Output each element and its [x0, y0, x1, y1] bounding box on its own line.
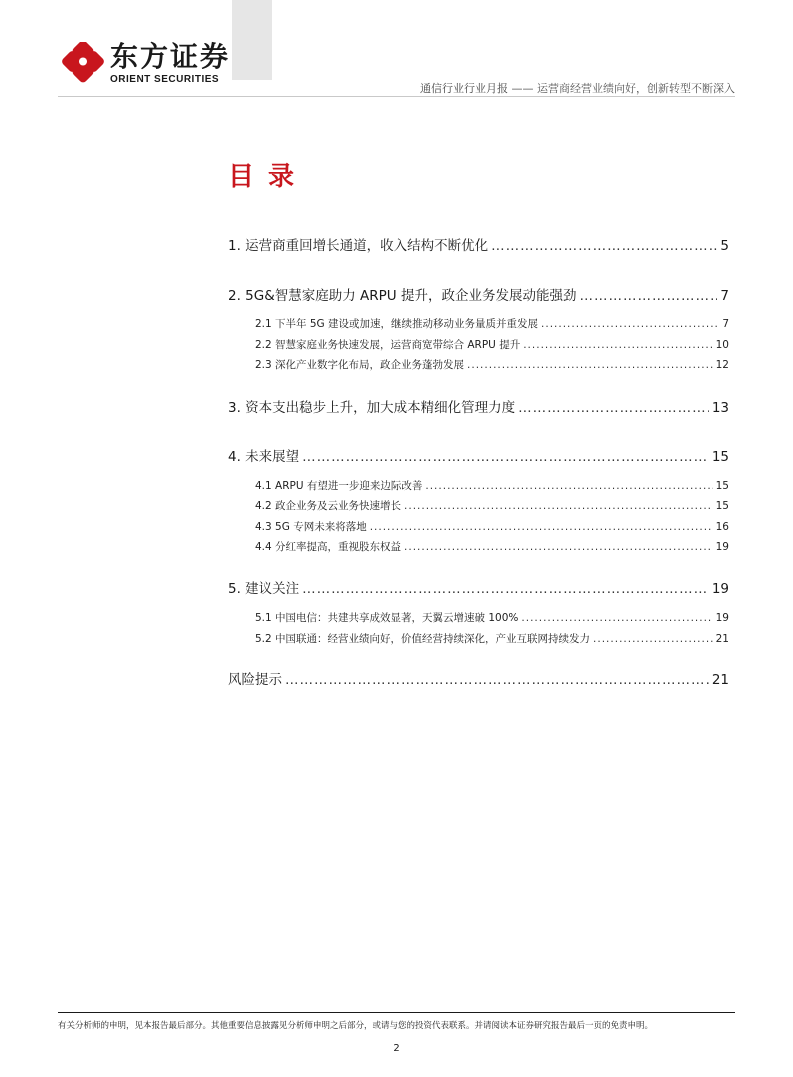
toc-leader-dots [425, 480, 712, 492]
toc-entry-4-3[interactable] [255, 519, 729, 534]
toc-entry-page: 15 [715, 500, 729, 512]
toc-leader-dots [523, 339, 712, 351]
toc-entry-label: 5. 建议关注 [228, 581, 300, 597]
toc-entry-4-1[interactable] [255, 478, 729, 493]
toc-leader-dots [404, 500, 713, 512]
footer-rule [58, 1012, 735, 1013]
toc-entry-page: 7 [722, 318, 729, 330]
toc-entry-1[interactable] [228, 234, 729, 254]
toc-leader-dots [593, 633, 713, 645]
toc-entry-label: 2.3 深化产业数字化布局，政企业务蓬勃发展 [255, 359, 465, 371]
footer-disclaimer: 有关分析师的申明，见本报告最后部分。其他重要信息披露见分析师申明之后部分，或请与您的投资代表联系。并请阅读本证券研究报告最后一页的免责申明。 [58, 1021, 654, 1031]
toc-entry-page: 12 [715, 359, 729, 371]
toc-leader-dots [518, 400, 709, 416]
toc-leader-dots [302, 581, 709, 597]
toc-entry-page: 16 [715, 521, 729, 533]
toc-entry-page: 15 [711, 449, 729, 465]
toc-leader-dots [467, 359, 713, 371]
toc-entry-page: 21 [711, 672, 729, 688]
orient-securities-logo [62, 40, 231, 90]
toc-leader-dots [541, 318, 719, 330]
toc-leader-dots [302, 449, 709, 465]
toc-entry-page: 10 [715, 339, 729, 351]
header-separator: —— [511, 82, 534, 95]
header-rule [58, 96, 735, 97]
toc-entry-2-2[interactable] [255, 337, 729, 352]
toc-entry-5[interactable] [228, 577, 729, 597]
toc-entry-page: 7 [720, 288, 729, 304]
toc-entry-label: 4.3 5G 专网未来将落地 [255, 521, 367, 533]
toc-entry-4-4[interactable] [255, 539, 729, 554]
toc-entry-label: 3. 资本支出稳步上升，加大成本精细化管理力度 [228, 400, 516, 416]
diamond-logo-icon [62, 42, 104, 84]
toc-entry-label: 4. 未来展望 [228, 449, 300, 465]
toc-entry-label: 4.1 ARPU 有望进一步迎来边际改善 [255, 480, 423, 492]
toc-entry-label: 1. 运营商重回增长通道，收入结构不断优化 [228, 238, 489, 254]
toc-entry-label: 4.2 政企业务及云业务快速增长 [255, 500, 402, 512]
toc-leader-dots [491, 238, 717, 254]
toc-entry-4-2[interactable] [255, 498, 729, 513]
toc-entry-page: 19 [715, 541, 729, 553]
toc-entry-2-1[interactable] [255, 316, 729, 331]
toc-entry-4[interactable] [228, 445, 729, 465]
toc-entry-label: 2.2 智慧家庭业务快速发展，运营商宽带综合 ARPU 提升 [255, 339, 521, 351]
toc-entry-2[interactable] [228, 284, 729, 304]
header-grey-tab [232, 0, 272, 80]
toc-entry-2-3[interactable] [255, 357, 729, 372]
toc-entry-label: 5.2 中国联通：经营业绩向好，价值经营持续深化，产业互联网持续发力 [255, 633, 591, 645]
toc-entry-label: 2. 5G&智慧家庭助力 ARPU 提升，政企业务发展动能强劲 [228, 288, 577, 304]
report-type: 通信行业行业月报 [420, 82, 508, 95]
toc-title: 目录 [228, 162, 309, 192]
running-header [420, 80, 735, 96]
toc-entry-3[interactable] [228, 396, 729, 416]
toc-entry-5-1[interactable] [255, 610, 729, 625]
toc-entry-page: 5 [720, 238, 729, 254]
toc-entry-5-2[interactable] [255, 631, 729, 646]
toc-leader-dots [285, 672, 709, 688]
toc-entry-label: 风险提示 [228, 672, 282, 688]
toc-entry-label: 5.1 中国电信：共建共享成效显著，天翼云增速破 100% [255, 612, 519, 624]
toc-entry-label: 4.4 分红率提高，重视股东权益 [255, 541, 402, 553]
logo-name-cn: 东方证券 [110, 40, 231, 73]
toc-leader-dots [370, 521, 713, 533]
toc-entry-page: 13 [711, 400, 729, 416]
toc-leader-dots [521, 612, 712, 624]
toc-entry-label: 2.1 下半年 5G 建设或加速，继续推动移动业务量质并重发展 [255, 318, 539, 330]
toc-leader-dots [579, 288, 717, 304]
logo-name-en: ORIENT SECURITIES [110, 74, 220, 85]
toc-entry-page: 15 [715, 480, 729, 492]
toc-entry-page: 21 [715, 633, 729, 645]
report-subtitle: 运营商经营业绩向好，创新转型不断深入 [537, 82, 735, 95]
toc-entry-risk[interactable] [228, 668, 729, 688]
page-number: 2 [393, 1043, 400, 1054]
toc-entry-page: 19 [715, 612, 729, 624]
toc-entry-page: 19 [711, 581, 729, 597]
toc-leader-dots [404, 541, 713, 553]
